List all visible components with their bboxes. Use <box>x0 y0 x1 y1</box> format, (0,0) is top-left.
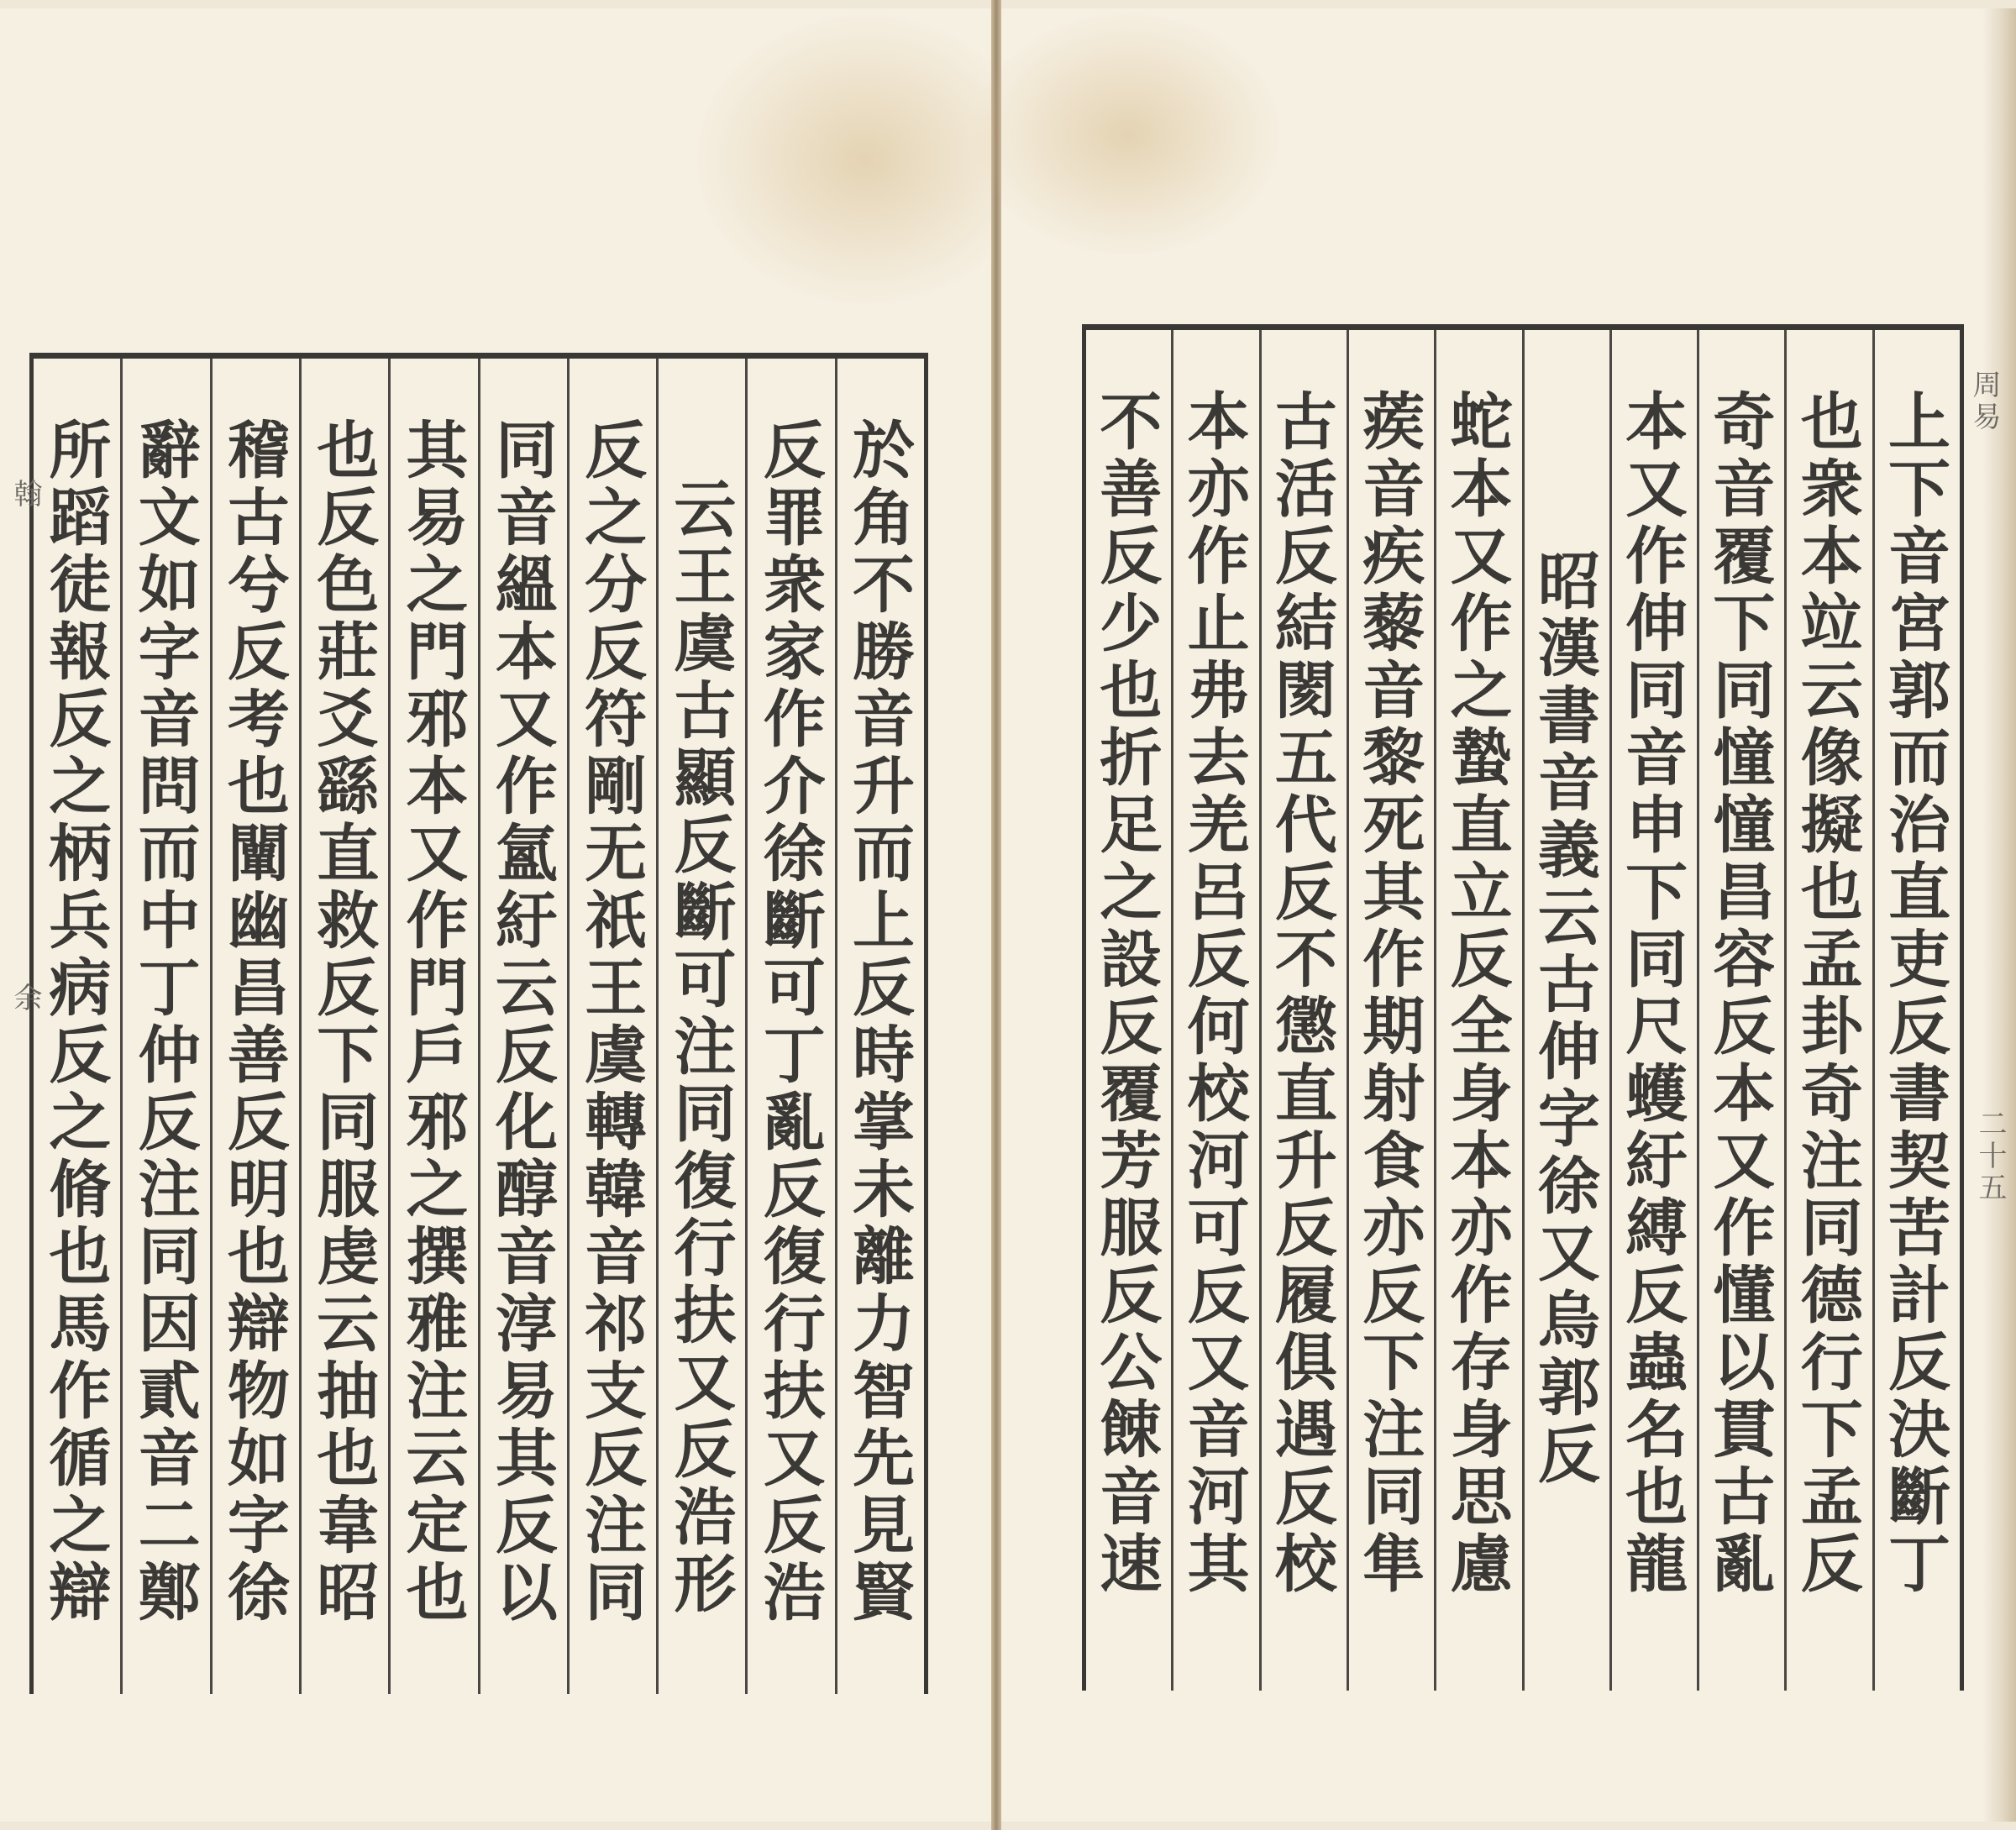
left-column-7 <box>299 359 388 1694</box>
book-gutter <box>991 0 1001 1830</box>
column-text: 云王虞古顯反斷可注同復行扶又反浩形 <box>664 476 737 1618</box>
left-column-8 <box>210 359 299 1694</box>
left-column-4 <box>567 359 656 1694</box>
column-text: 奇音覆下同憧憧昌容反本又作懂以貫古亂 <box>1703 389 1776 1598</box>
left-column-10 <box>34 359 120 1694</box>
column-text: 稽古兮反考也闡幽昌善反明也辯物如字徐 <box>217 417 290 1627</box>
right-column-2 <box>1784 330 1872 1691</box>
left-page <box>0 8 991 1822</box>
left-column-9 <box>120 359 209 1694</box>
right-column-7 <box>1347 330 1434 1691</box>
right-margin-note: 周易 <box>1967 370 2001 433</box>
left-margin-note: 翰 <box>8 479 42 511</box>
column-text: 反罪衆家作介徐斷可丁亂反復行扶又反浩 <box>753 417 826 1627</box>
page-edge <box>1982 8 2016 1822</box>
right-margin-note-lower: 二十五 <box>1973 1109 2007 1204</box>
column-text: 古活反結閡五代反不懲直升反履俱遇反校 <box>1264 389 1337 1598</box>
column-text: 所蹈徒報反之柄兵病反之脩也馬作循之辯 <box>39 417 112 1627</box>
left-column-1 <box>835 359 924 1694</box>
column-text: 不善反少也折足之設反覆芳服反公餗音速 <box>1089 389 1163 1598</box>
left-margin-note-lower: 余 <box>8 983 42 1015</box>
left-column-6 <box>388 359 477 1694</box>
column-text: 蛇本又作之蟄直立反全身本亦作存身思慮 <box>1440 389 1513 1598</box>
column-text: 昭漢書音義云古伸字徐又烏郭反 <box>1527 548 1600 1489</box>
right-columns <box>1086 330 1960 1691</box>
left-column-3 <box>656 359 745 1694</box>
right-text-frame <box>1082 324 1964 1691</box>
column-text: 也反色莊爻繇直救反下同服虔云抽也韋昭 <box>307 417 380 1627</box>
column-text: 於角不勝音升而上反時掌未離力智先見賢 <box>843 417 915 1627</box>
column-text: 其易之門邪本又作門戶邪之撰雅注云定也 <box>396 417 469 1627</box>
water-stain <box>968 8 1287 260</box>
column-text: 本又作伸同音申下同尺蠖紆縛反蟲名也龍 <box>1615 389 1688 1598</box>
left-column-2 <box>745 359 834 1694</box>
right-column-5 <box>1522 330 1609 1691</box>
column-text: 也衆本竝云像擬也孟卦奇注同德行下孟反 <box>1790 389 1863 1598</box>
column-text: 本亦作止弗去羌呂反何校河可反又音河其 <box>1177 389 1250 1598</box>
right-column-3 <box>1697 330 1784 1691</box>
right-column-8 <box>1259 330 1347 1691</box>
left-columns <box>34 359 924 1694</box>
left-column-5 <box>478 359 567 1694</box>
column-text: 同音縕本又作氳紆云反化醇音淳易其反以 <box>485 417 558 1627</box>
right-column-9 <box>1171 330 1258 1691</box>
column-text: 辭文如字音問而中丁仲反注同因貳音二鄭 <box>128 417 201 1627</box>
right-column-6 <box>1434 330 1521 1691</box>
column-text: 反之分反符剛无祇王虞轉韓音祁支反注同 <box>575 417 648 1627</box>
right-column-4 <box>1609 330 1697 1691</box>
column-text: 蒺音疾藜音黎死其作期射食亦反下注同隼 <box>1352 389 1425 1598</box>
column-text: 上下音宮郭而治直吏反書契苦計反決斷丁 <box>1878 389 1950 1598</box>
right-column-1 <box>1872 330 1960 1691</box>
right-column-10 <box>1086 330 1171 1691</box>
left-text-frame <box>29 353 928 1694</box>
